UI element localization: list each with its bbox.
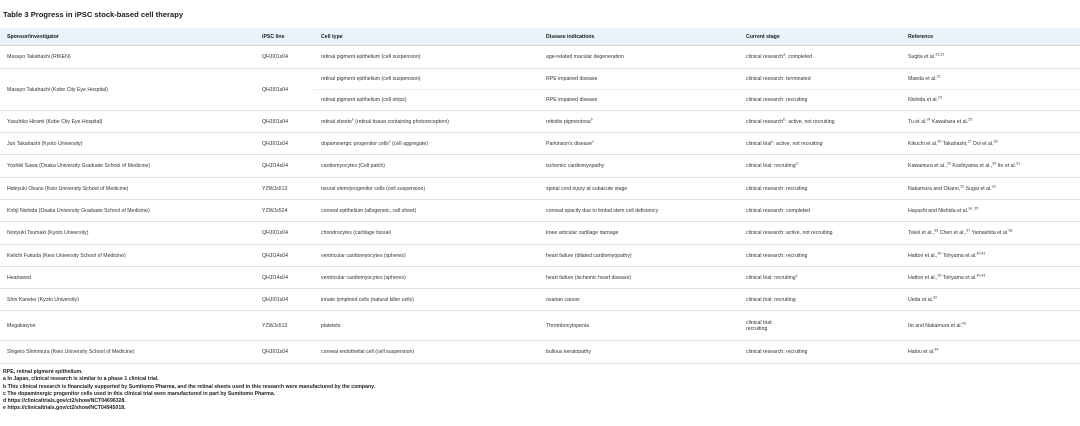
footnote-abbreviation: RPE, retinal pigment epithelium. bbox=[3, 369, 83, 375]
cell-disease: heart failure (dilated cardiomyopathy) bbox=[539, 245, 739, 267]
cell-disease: Parkinson's disease$^c$ bbox=[539, 133, 739, 155]
cell-stage: clinical research: active, not recruiting bbox=[739, 222, 901, 245]
cell-disease: knee articular cartilage damage bbox=[539, 222, 739, 245]
table-row bbox=[0, 245, 1080, 267]
cell-sponsor: Hideyuki Okano (Keio University School of Medicine) bbox=[0, 178, 255, 200]
header-sponsor: Sponsor/investigator bbox=[0, 28, 255, 46]
cell-reference: Maeda et al.$^{22}$ bbox=[901, 69, 1080, 90]
cell-ipsc-line: QHJI01s04 bbox=[255, 222, 314, 245]
cell-cell-type: corneal epithelium (allogeneic, cell sheet) bbox=[314, 200, 539, 222]
cell-ipsc-line: QHJI01s04 bbox=[255, 289, 314, 311]
cell-disease: corneal opacity due to limbal stem cell deficiency bbox=[539, 200, 739, 222]
cell-reference: Hattori et al.,$^{39}$ Tohyama et al.$^{40,41}$ bbox=[901, 267, 1080, 289]
table-row bbox=[0, 155, 1080, 178]
cell-stage: clinical trial: recruiting bbox=[739, 311, 901, 341]
table-footnotes bbox=[3, 369, 375, 413]
cell-ipsc-line: QHJI14s04 bbox=[255, 155, 314, 178]
footnote-e: e https://clinicaltrials.gov/ct2/show/NCT04945018. bbox=[3, 405, 126, 412]
cell-sponsor: Masayo Takahashi (Kobe City Eye Hospital) bbox=[0, 69, 255, 111]
cell-sponsor: Masayo Takahashi (RIKEN) bbox=[0, 46, 255, 69]
header-stage: Current stage bbox=[739, 28, 901, 46]
cell-sponsor: Jun Takahashi (Kyoto University) bbox=[0, 133, 255, 155]
cell-ipsc-line: QHJI01s04 bbox=[255, 133, 314, 155]
cell-cell-type: ventricular cardiomyocytes (spheres) bbox=[314, 245, 539, 267]
cell-cell-type: retinal sheets$^b$ (retinal tissue containing photoreceptors) bbox=[314, 111, 539, 133]
table-row bbox=[0, 69, 1080, 90]
cell-reference: Tu et al.$^{24}$ Kawahara et al.$^{25}$ bbox=[901, 111, 1080, 133]
cell-ipsc-line: YZWJs524 bbox=[255, 200, 314, 222]
cell-stage: clinical research: recruiting bbox=[739, 341, 901, 364]
cell-disease: ischemic cardiomyopathy bbox=[539, 155, 739, 178]
cell-disease: age-related macular degeneration bbox=[539, 46, 739, 69]
cell-cell-type: ventricular cardiomyocytes (spheres) bbox=[314, 267, 539, 289]
cell-reference: Hattori et al.,$^{39}$ Tohyama et al.$^{40,41}$ bbox=[901, 245, 1080, 267]
cell-stage: clinical trial: recruiting$^e$ bbox=[739, 267, 901, 289]
cell-ipsc-line: QHJI01s04 bbox=[255, 69, 314, 111]
cell-cell-type: innate lymphoid cells (natural killer cells) bbox=[314, 289, 539, 311]
cell-disease: retinitis pigmentosa$^b$ bbox=[539, 111, 739, 133]
table-row bbox=[0, 341, 1080, 364]
cell-sponsor: Noriyuki Tsumaki (Kyoto University) bbox=[0, 222, 255, 245]
header-row bbox=[0, 28, 1080, 46]
cell-ipsc-line: QHJI14s04 bbox=[255, 245, 314, 267]
cell-cell-type: retinal pigment epithelium (cell suspension) bbox=[314, 69, 539, 90]
cell-reference: Kikuchi et al.$^{26}$ Takahashi,$^{27}$ Doi et al.$^{28}$ bbox=[901, 133, 1080, 155]
cell-sponsor: Shin Kaneko (Kyoto University) bbox=[0, 289, 255, 311]
cell-sponsor: Megakaryon bbox=[0, 311, 255, 341]
cell-disease: ovarian cancer bbox=[539, 289, 739, 311]
cell-ipsc-line: YZWJs513 bbox=[255, 311, 314, 341]
table-title: Table 3 Progress in iPSC stock-based cell therapy bbox=[3, 10, 184, 19]
cell-disease: spinal cord injury at subacute stage bbox=[539, 178, 739, 200]
cell-cell-type: cardiomyocytes (Cell patch) bbox=[314, 155, 539, 178]
footnote-d: d https://clinicaltrials.gov/ct2/show/NCT04696328. bbox=[3, 398, 126, 405]
cell-reference: Nakamura and Okano,$^{32}$ Sugai et al.$^{33}$ bbox=[901, 178, 1080, 200]
table-row bbox=[0, 222, 1080, 245]
cell-reference: Tokel et al.,$^{36}$ Chen et al.,$^{37}$ Yamashita et al.$^{38}$ bbox=[901, 222, 1080, 245]
header-reference: Reference bbox=[901, 28, 1080, 46]
progress-table bbox=[0, 28, 1080, 364]
cell-stage: clinical research: completed bbox=[739, 200, 901, 222]
cell-ipsc-line: YZWJs513 bbox=[255, 178, 314, 200]
cell-disease: RPE impaired disease bbox=[539, 90, 739, 111]
cell-reference: Kawamura et al.,$^{29}$ Kashiyama et al.,$^{30}$ Ito et al.$^{31}$ bbox=[901, 155, 1080, 178]
table-row bbox=[0, 133, 1080, 155]
cell-stage: clinical research: recruiting bbox=[739, 90, 901, 111]
cell-stage: clinical research: recruiting bbox=[739, 245, 901, 267]
table-row bbox=[0, 178, 1080, 200]
footnote-b: b This clinical research is financially supported by Sumitomo Pharma, and the retinal sheets used in this research were manufactured by the company. bbox=[3, 383, 376, 390]
cell-sponsor: Heartseed bbox=[0, 267, 255, 289]
header-ipsc-line: iPSC line bbox=[255, 28, 314, 46]
cell-reference: Ito and Nakamura et al.$^{43}$ bbox=[901, 311, 1080, 341]
cell-ipsc-line: QHJI01s04 bbox=[255, 46, 314, 69]
cell-cell-type: platelets bbox=[314, 311, 539, 341]
cell-stage: clinical research: recruiting bbox=[739, 178, 901, 200]
cell-ipsc-line: QHJI14s04 bbox=[255, 267, 314, 289]
table-row bbox=[0, 46, 1080, 69]
cell-stage: clinical trial$^c$: active, not recruiting bbox=[739, 133, 901, 155]
cell-cell-type: neural stem/progenitor cells (cell suspension) bbox=[314, 178, 539, 200]
cell-stage: clinical trial: recruiting bbox=[739, 289, 901, 311]
cell-disease: Thrombocytopenia bbox=[539, 311, 739, 341]
footnote-a: a In Japan, clinical research is similar to a phase 1 clinical trial. bbox=[3, 376, 159, 383]
cell-disease: bullous keratopathy bbox=[539, 341, 739, 364]
cell-disease: RPE impaired disease bbox=[539, 69, 739, 90]
cell-cell-type: retinal pigment epithelium (cell strips) bbox=[314, 90, 539, 111]
table-row bbox=[0, 267, 1080, 289]
cell-sponsor: Shigeto Shimmura (Keio University School of Medicine) bbox=[0, 341, 255, 364]
cell-ipsc-line: QHJI01s04 bbox=[255, 111, 314, 133]
cell-reference: Nishida et al.$^{23}$ bbox=[901, 90, 1080, 111]
cell-cell-type: corneal endothelial cell (cell suspension) bbox=[314, 341, 539, 364]
table-row bbox=[0, 200, 1080, 222]
cell-reference: Ueda et al.$^{42}$ bbox=[901, 289, 1080, 311]
cell-reference: Hayashi and Nishida et al.$^{34, 35}$ bbox=[901, 200, 1080, 222]
cell-sponsor: Yoshiki Sawa (Osaka University Graduate School of Medicine) bbox=[0, 155, 255, 178]
cell-reference: Hatou et al.$^{44}$ bbox=[901, 341, 1080, 364]
cell-stage: clinical research$^b$: active, not recruiting bbox=[739, 111, 901, 133]
header-cell-type: Cell type bbox=[314, 28, 539, 46]
table-row bbox=[0, 111, 1080, 133]
cell-sponsor: Kohji Nishida (Osaka University Graduate School of Medicine) bbox=[0, 200, 255, 222]
table-row bbox=[0, 289, 1080, 311]
cell-reference: Sugita et al.$^{20,21}$ bbox=[901, 46, 1080, 69]
cell-ipsc-line: QHJI01s04 bbox=[255, 341, 314, 364]
cell-sponsor: Yasuhiko Hirami (Kobe City Eye Hospital) bbox=[0, 111, 255, 133]
cell-stage: clinical trial: recruiting$^d$ bbox=[739, 155, 901, 178]
cell-cell-type: chondrocytes (cartilage tissue) bbox=[314, 222, 539, 245]
header-disease: Disease indications bbox=[539, 28, 739, 46]
cell-cell-type: dopaminergic progenitor cells$^c$ (cell aggregate) bbox=[314, 133, 539, 155]
cell-stage: clinical research: terminated bbox=[739, 69, 901, 90]
footnote-c: c The dopaminergic progenitor cells used in this clinical trial were manufactured in part by Sumitomo Pharma. bbox=[3, 390, 276, 397]
table-row bbox=[0, 311, 1080, 341]
cell-disease: heart failure (ischemic heart disease) bbox=[539, 267, 739, 289]
cell-stage: clinical research$^a$, completed bbox=[739, 46, 901, 69]
cell-sponsor: Keiichi Fukuda (Keio University School of Medicine) bbox=[0, 245, 255, 267]
cell-cell-type: retinal pigment epithelium (cell suspension) bbox=[314, 46, 539, 69]
